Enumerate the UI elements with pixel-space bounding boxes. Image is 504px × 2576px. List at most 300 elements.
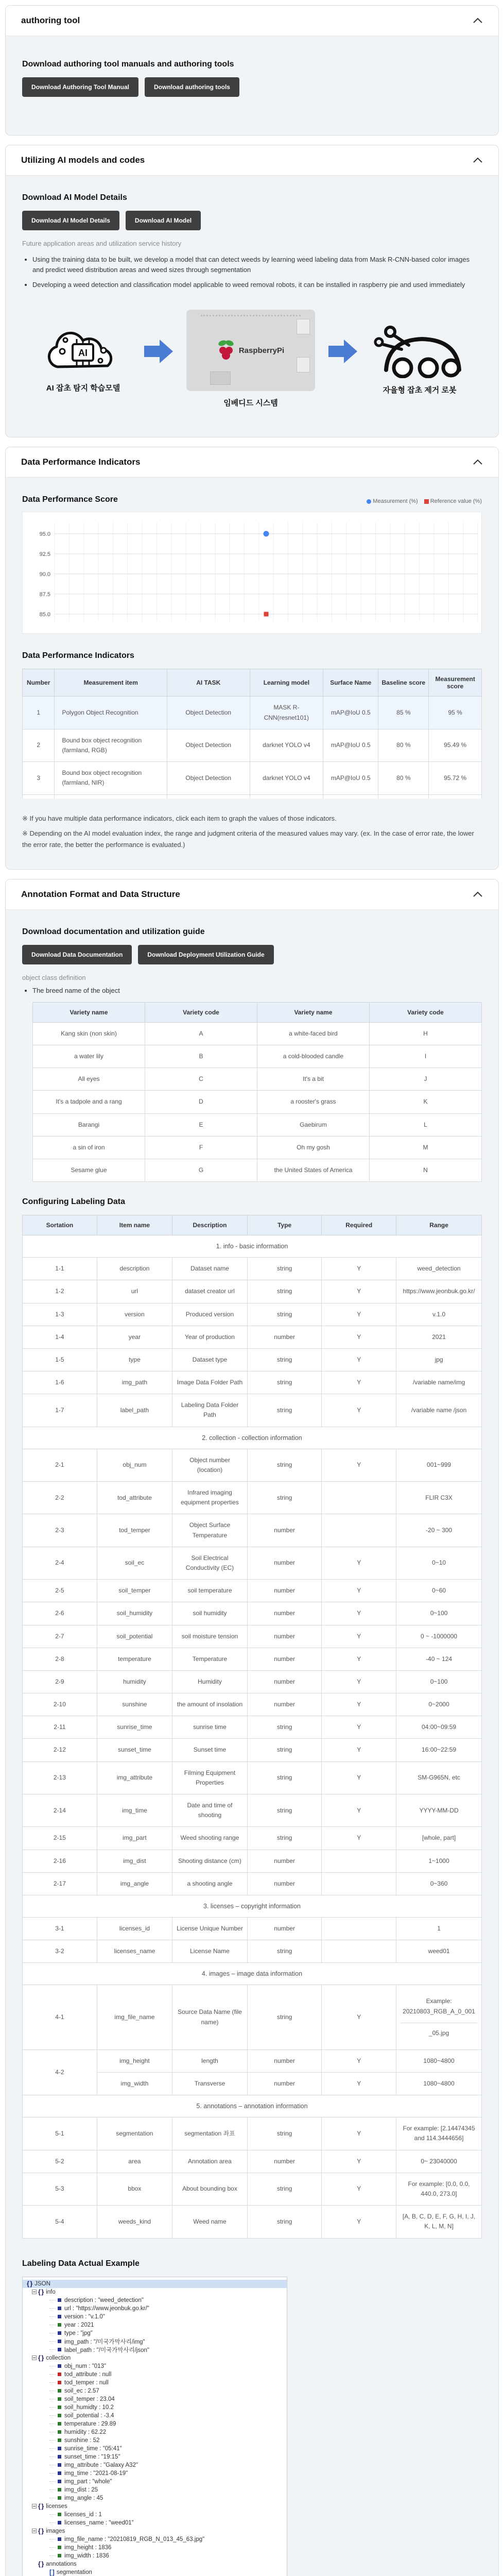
labeling-cell-required: Y	[322, 1670, 396, 1693]
ai-model-heading: Download AI Model Details	[22, 193, 127, 202]
indicators-column-header: AI TASK	[167, 669, 250, 697]
indicator-row[interactable]	[23, 729, 482, 761]
labeling-cell-sortation: 1-1	[23, 1258, 97, 1280]
variety-cell: D	[145, 1091, 257, 1113]
tree-leaf	[23, 2544, 287, 2552]
labeling-cell-desc: Object Surface Temperature	[172, 1514, 248, 1547]
variety-row	[33, 1022, 482, 1045]
labeling-group-label: 5. annotations – annotation information	[23, 2095, 482, 2117]
labeling-cell-sortation: 2-4	[23, 1547, 97, 1579]
tree-connector	[49, 2374, 56, 2375]
labeling-cell-sortation: 2-15	[23, 1827, 97, 1850]
accordion-header-performance[interactable]	[6, 447, 498, 478]
labeling-cell-type: string	[247, 1827, 321, 1850]
labeling-cell-required: Y	[322, 2150, 396, 2173]
labeling-cell-required: Y	[322, 1693, 396, 1716]
diagram-caption: 임베디드 시스템	[223, 399, 278, 408]
labeling-cell-item: sunrise_time	[97, 1716, 172, 1739]
indicators-column-header: Measurement item	[55, 669, 167, 697]
labeling-cell-type: string	[247, 2117, 321, 2150]
indicator-row[interactable]	[23, 762, 482, 794]
labeling-cell-item: img_dist	[97, 1850, 172, 1872]
download-data-documentation-button[interactable]: Download Data Documentation	[22, 945, 132, 964]
raspberry-pi-board	[186, 310, 315, 391]
collapse-icon[interactable]	[32, 2529, 37, 2533]
indicator-cell	[167, 794, 250, 799]
labeling-cell-item: description	[97, 1258, 172, 1280]
labeling-cell-desc: Labeling Data Folder Path	[172, 1394, 248, 1427]
variety-cell: a rooster's grass	[257, 1091, 370, 1113]
labeling-cell-type: number	[247, 1850, 321, 1872]
arrow-right-icon	[144, 340, 173, 363]
labeling-cell-required: Y	[322, 2206, 396, 2238]
indicator-cell: 80 %	[378, 729, 429, 761]
indicators-table-container[interactable]	[22, 669, 482, 799]
labeling-cell-required: Y	[322, 2049, 396, 2072]
labeling-cell-desc: Soil Electrical Conductivity (EC)	[172, 1547, 248, 1579]
labeling-cell-range: FLIR C3X	[396, 1482, 482, 1514]
labeling-column-header: Required	[322, 1215, 396, 1235]
tree-label: url : "https://www.jeonbuk.go.kr/"	[64, 2305, 149, 2312]
tree-leaf	[23, 2494, 287, 2502]
tree-label: licenses_id : 1	[64, 2511, 102, 2518]
labeling-cell-range: YYYY-MM-DD	[396, 1794, 482, 1827]
number-type-icon	[58, 2488, 61, 2492]
tree-node[interactable]	[23, 2288, 287, 2296]
labeling-group-row	[23, 2095, 482, 2117]
string-type-icon	[58, 2537, 61, 2541]
labeling-cell-required: Y	[322, 1827, 396, 1850]
legend-marker-square	[424, 499, 429, 504]
indicator-cell: mAP@IoU 0.5	[323, 729, 378, 761]
variety-cell: N	[370, 1159, 482, 1181]
tree-connector	[49, 2555, 56, 2556]
labeling-row	[23, 1917, 482, 1940]
tree-label: humidity : 62.22	[64, 2429, 107, 2435]
labeling-row	[23, 1850, 482, 1872]
diagram-embedded-system	[186, 310, 315, 408]
labeling-cell-sortation: 2-9	[23, 1670, 97, 1693]
labeling-cell-required: Y	[322, 1794, 396, 1827]
tree-leaf	[23, 2478, 287, 2486]
tree-leaf	[23, 2346, 287, 2354]
future-application-note: Future application areas and utilization service history	[22, 240, 182, 247]
tree-label: images	[46, 2528, 65, 2534]
labeling-cell-sortation: 5-2	[23, 2150, 97, 2173]
tree-label: sunshine : 52	[64, 2437, 100, 2444]
labeling-cell-item: sunshine	[97, 1693, 172, 1716]
tree-label: soil_temper : 23.04	[64, 2396, 115, 2402]
labeling-cell-required: Y	[322, 1348, 396, 1371]
labeling-cell-desc: Annotation area	[172, 2150, 248, 2173]
indicator-cell	[250, 794, 323, 799]
tree-node	[23, 2560, 287, 2568]
labeling-row	[23, 1794, 482, 1827]
number-type-icon	[58, 2496, 61, 2500]
labeling-row	[23, 2117, 482, 2150]
indicator-cell: darknet YOLO v4	[250, 729, 323, 761]
chevron-up-icon[interactable]	[473, 459, 483, 466]
labeling-cell-range: jpg	[396, 1348, 482, 1371]
labeling-cell-range: 001~999	[396, 1449, 482, 1481]
labeling-cell-desc: Sunset time	[172, 1739, 248, 1761]
diagram-caption: AI 잡초 탐지 학습모델	[46, 384, 120, 393]
labeling-cell-range: For example: [0.0, 0.0, 440.0, 273.0]	[396, 2173, 482, 2205]
tree-label: licenses	[46, 2503, 67, 2510]
labeling-row	[23, 1670, 482, 1693]
labeling-cell-required: Y	[322, 2117, 396, 2150]
labeling-cell-sortation: 2-1	[23, 1449, 97, 1481]
tree-label: soil_ec : 2.57	[64, 2387, 99, 2394]
variety-column-header: Variety name	[33, 1002, 145, 1022]
tree-label: segmentation	[56, 2569, 92, 2575]
diagram-ai-model	[36, 325, 131, 393]
labeling-cell-type: string	[247, 1280, 321, 1303]
tree-leaf	[23, 2445, 287, 2453]
labeling-cell-required	[322, 1872, 396, 1895]
variety-row	[33, 1159, 482, 1181]
labeling-cell-type: string	[247, 1258, 321, 1280]
labeling-cell-sortation: 4-1	[23, 1985, 97, 2050]
labeling-cell-range: 0~60	[396, 1580, 482, 1602]
accordion-header-annotation[interactable]	[6, 879, 498, 910]
indicator-cell	[23, 794, 55, 799]
labeling-column-header: Item name	[97, 1215, 172, 1235]
labeling-cell-sortation: 2-12	[23, 1739, 97, 1761]
string-type-icon	[58, 2364, 61, 2368]
labeling-cell-sortation: 2-8	[23, 1648, 97, 1670]
tree-label: type : "jpg"	[64, 2330, 93, 2336]
download-authoring-tools-button[interactable]: Download authoring tools	[145, 77, 239, 97]
labeling-cell-range: 0~ 23040000	[396, 2150, 482, 2173]
string-type-icon	[58, 2348, 61, 2351]
labeling-cell-range: weed_detection	[396, 1258, 482, 1280]
tree-label: version : "v.1.0"	[64, 2313, 105, 2320]
collapse-icon[interactable]	[32, 2504, 37, 2509]
labeling-cell-desc: soil temperature	[172, 1580, 248, 1602]
object-braces-icon: { }	[38, 2560, 44, 2568]
labeling-cell-desc: Transverse	[172, 2073, 248, 2095]
labeling-row	[23, 1602, 482, 1625]
tree-label: annotations	[46, 2561, 77, 2567]
tree-label: img_part : "whole"	[64, 2478, 112, 2485]
labeling-cell-desc: sunrise time	[172, 1716, 248, 1739]
tree-connector	[49, 2456, 56, 2457]
section-title: Data Performance Indicators	[21, 457, 141, 467]
number-type-icon	[58, 2397, 61, 2401]
tree-node[interactable]	[23, 2354, 287, 2362]
tree-leaf	[23, 2387, 287, 2395]
workflow-diagram	[22, 295, 482, 418]
variety-cell: K	[370, 1091, 482, 1113]
svg-text:95.0: 95.0	[39, 531, 50, 538]
tree-label: info	[46, 2289, 56, 2295]
labeling-cell-required	[322, 1850, 396, 1872]
diagram-weeding-robot	[371, 323, 468, 395]
labeling-row	[23, 1648, 482, 1670]
labeling-cell-item: tod_attribute	[97, 1482, 172, 1514]
variety-cell: a white-faced bird	[257, 1022, 370, 1045]
indicator-cell: mAP@IoU 0.5	[323, 697, 378, 729]
labeling-group-row	[23, 1427, 482, 1449]
labeling-cell-desc: Shooting distance (cm)	[172, 1850, 248, 1872]
indicator-row[interactable]	[23, 697, 482, 729]
labeling-row	[23, 2150, 482, 2173]
labeling-cell-desc: the amount of insolation	[172, 1693, 248, 1716]
tree-leaf	[23, 2469, 287, 2478]
labeling-cell-type: string	[247, 1371, 321, 1394]
labeling-cell-sortation: 1-5	[23, 1348, 97, 1371]
tree-leaf	[23, 2362, 287, 2370]
labeling-cell-sortation: 2-10	[23, 1693, 97, 1716]
tree-node[interactable]	[23, 2502, 287, 2511]
labeling-cell-item: weeds_kind	[97, 2206, 172, 2238]
labeling-cell-range: 04:00~09:59	[396, 1716, 482, 1739]
data-point-measurement	[264, 531, 269, 537]
variety-cell: a cold-blooded candle	[257, 1045, 370, 1068]
accordion-header-ai-models[interactable]	[6, 145, 498, 176]
labeling-cell-item: tod_temper	[97, 1514, 172, 1547]
labeling-cell-sortation: 1-7	[23, 1394, 97, 1427]
collapse-icon[interactable]	[32, 2355, 37, 2360]
labeling-cell-type: string	[247, 1348, 321, 1371]
bullet-item: • Using the training data to be built, we develop a model that can detect weeds by learning weed labeling data from Mask R-CNN-based color images and predict weed distribution areas and weed sizes through segmentation	[32, 255, 482, 275]
labeling-cell-type: string	[247, 1482, 321, 1514]
tree-label: soil_potential : -3.4	[64, 2412, 114, 2419]
authoring-tool-body	[6, 36, 498, 135]
indicator-cell: 95.72 %	[429, 762, 482, 794]
string-type-icon	[58, 2340, 61, 2343]
labeling-cell-desc: Humidity	[172, 1670, 248, 1693]
download-authoring-manual-button[interactable]: Download Authoring Tool Manual	[22, 77, 138, 97]
null-type-icon	[58, 2372, 61, 2376]
variety-cell: Kang skin (non skin)	[33, 1022, 145, 1045]
tree-leaf	[23, 2337, 287, 2346]
labeling-group-label: 3. licenses – copyright information	[23, 1895, 482, 1917]
chevron-up-icon[interactable]	[473, 17, 483, 24]
labeling-row	[23, 1280, 482, 1303]
card-annotation-format	[5, 879, 499, 2576]
tree-connector	[49, 2415, 56, 2416]
labeling-cell-desc: Year of production	[172, 1326, 248, 1348]
indicator-row[interactable]	[23, 794, 482, 799]
string-type-icon	[58, 2298, 61, 2302]
tree-label: img_time : "2021-08-19"	[64, 2470, 128, 2477]
string-type-icon	[58, 2521, 61, 2524]
legend-reference: Reference value (%)	[424, 498, 482, 504]
labeling-cell-range: 0~10	[396, 1547, 482, 1579]
svg-text:85.0: 85.0	[39, 612, 50, 618]
tree-leaf	[23, 2552, 287, 2560]
object-braces-icon: { }	[27, 2280, 32, 2287]
string-type-icon	[58, 2471, 61, 2475]
variety-cell: a water lily	[33, 1045, 145, 1068]
labeling-row	[23, 1827, 482, 1850]
section-title: Utilizing AI models and codes	[21, 155, 145, 165]
ai-models-body	[6, 176, 498, 437]
tree-leaf	[23, 2304, 287, 2313]
tree-connector	[49, 2440, 56, 2441]
variety-column-header: Variety code	[145, 1002, 257, 1022]
indicator-cell: Object Detection	[167, 697, 250, 729]
labeling-cell-type: number	[247, 1625, 321, 1648]
scatter-chart	[25, 515, 486, 628]
labeling-cell-sortation: 2-11	[23, 1716, 97, 1739]
labeling-row	[23, 1258, 482, 1280]
variety-cell: Oh my gosh	[257, 1136, 370, 1159]
labeling-cell-desc: License Unique Number	[172, 1917, 248, 1940]
labeling-cell-desc: Weed name	[172, 2206, 248, 2238]
string-type-icon	[58, 2331, 61, 2335]
download-ai-model-button[interactable]: Download AI Model	[126, 211, 201, 230]
tree-label: img_dist : 25	[64, 2486, 98, 2493]
chevron-up-icon[interactable]	[473, 157, 483, 164]
variety-cell: It's a tadpole and a rang	[33, 1091, 145, 1113]
labeling-cell-type: number	[247, 2049, 321, 2072]
tree-leaf	[23, 2436, 287, 2445]
indicator-cell: 95.49 %	[429, 729, 482, 761]
number-type-icon	[58, 2554, 61, 2557]
labeling-cell-type: number	[247, 1547, 321, 1579]
number-type-icon	[58, 2389, 61, 2393]
svg-text:AI: AI	[78, 348, 88, 359]
labeling-cell-desc: Dataset type	[172, 1348, 248, 1371]
labeling-cell-desc: Image Data Folder Path	[172, 1371, 248, 1394]
variety-cell: All eyes	[33, 1068, 145, 1091]
labeling-cell-item: segmentation	[97, 2117, 172, 2150]
number-type-icon	[58, 2438, 61, 2442]
labeling-cell-required: Y	[322, 1985, 396, 2050]
tree-label: soil_humidty : 10.2	[64, 2404, 114, 2411]
labeling-cell-sortation: 2-5	[23, 1580, 97, 1602]
tree-leaf	[23, 2296, 287, 2304]
variety-cell: F	[145, 1136, 257, 1159]
labeling-cell-required	[322, 1482, 396, 1514]
labeling-cell-range: /variable name /json	[396, 1394, 482, 1427]
labeling-row	[23, 1872, 482, 1895]
tree-label: img_attribute : "Galaxy A32"	[64, 2462, 138, 2468]
labeling-cell-item: sunset_time	[97, 1739, 172, 1761]
labeling-cell-required: Y	[322, 1303, 396, 1326]
labeling-cell-range: 0~100	[396, 1602, 482, 1625]
labeling-row	[23, 1940, 482, 1963]
download-ai-model-details-button[interactable]: Download AI Model Details	[22, 211, 119, 230]
labeling-cell-sortation: 1-6	[23, 1371, 97, 1394]
collapse-icon[interactable]	[32, 2290, 37, 2294]
labeling-cell-sortation: 2-3	[23, 1514, 97, 1547]
indicator-cell: Object Detection	[167, 762, 250, 794]
indicator-cell: darknet YOLO v4	[250, 762, 323, 794]
labeling-cell-type: number	[247, 2073, 321, 2095]
indicator-cell: 3	[23, 762, 55, 794]
labeling-cell-desc: Infrared imaging equipment properties	[172, 1482, 248, 1514]
variety-column-header: Variety name	[257, 1002, 370, 1022]
labeling-cell-sortation: 1-4	[23, 1326, 97, 1348]
tree-connector	[49, 2407, 56, 2408]
chevron-up-icon[interactable]	[473, 891, 483, 898]
variety-cell: C	[145, 1068, 257, 1091]
indicator-cell: Polygon Object Recognition	[55, 697, 167, 729]
annotation-body	[6, 910, 498, 2576]
tree-label: img_path : "/미국가막사리/img"	[64, 2338, 145, 2345]
accordion-header-authoring-tool[interactable]	[6, 6, 498, 36]
labeling-group-row	[23, 1895, 482, 1917]
tree-label: year : 2021	[64, 2321, 94, 2328]
labeling-cell-desc: Object number (location)	[172, 1449, 248, 1481]
labeling-cell-item: licenses_id	[97, 1917, 172, 1940]
indicator-cell	[429, 794, 482, 799]
labeling-cell-type: number	[247, 1602, 321, 1625]
tree-label: collection	[46, 2354, 71, 2361]
labeling-cell-item: url	[97, 1280, 172, 1303]
labeling-cell-type: number	[247, 1326, 321, 1348]
labeling-cell-sortation: 2-6	[23, 1602, 97, 1625]
labeling-cell-type: number	[247, 1872, 321, 1895]
tree-label: img_angle : 45	[64, 2495, 103, 2501]
tree-node[interactable]	[23, 2527, 287, 2535]
tree-connector	[49, 2382, 56, 2383]
labeling-row	[23, 1547, 482, 1579]
labeling-cell-sortation: 2-17	[23, 1872, 97, 1895]
tree-leaf	[23, 2535, 287, 2544]
variety-cell: E	[145, 1113, 257, 1136]
tree-connector	[49, 2481, 56, 2482]
labeling-cell-required	[322, 1514, 396, 1547]
object-braces-icon: { }	[38, 2527, 44, 2535]
tree-leaf	[23, 2403, 287, 2412]
labeling-cell-type: string	[247, 1761, 321, 1794]
string-type-icon	[58, 2463, 61, 2467]
variety-row	[33, 1068, 482, 1091]
labeling-group-label: 2. collection - collection information	[23, 1427, 482, 1449]
variety-cell: B	[145, 1045, 257, 1068]
labeling-cell-range: [A, B, C, D, E, F, G, H, I, J, K, L, M, N]	[396, 2206, 482, 2238]
labeling-cell-required: Y	[322, 1625, 396, 1648]
labeling-cell-item: bbox	[97, 2173, 172, 2205]
labeling-row	[23, 1716, 482, 1739]
range-example: Example: 20210803_RGB_A_0_001	[401, 1991, 477, 2023]
labeling-cell-type: string	[247, 1716, 321, 1739]
labeling-cell-range: /variable name/img	[396, 1371, 482, 1394]
indicator-cell: Bound box object recognition (farmland, RGB)	[55, 729, 167, 761]
labeling-row	[23, 1739, 482, 1761]
labeling-cell-range: For example: [2.14474345 and 114.3444656]	[396, 2117, 482, 2150]
tree-connector	[49, 2349, 56, 2350]
labeling-cell-item: temperature	[97, 1648, 172, 1670]
labeling-cell-range: 0~2000	[396, 1693, 482, 1716]
tree-connector	[49, 2308, 56, 2309]
labeling-cell-item: img_path	[97, 1371, 172, 1394]
labeling-row	[23, 1303, 482, 1326]
indicator-cell: MASK R-CNN(resnet101)	[250, 697, 323, 729]
labeling-cell-type: string	[247, 2206, 321, 2238]
svg-text:87.5: 87.5	[39, 591, 50, 598]
labeling-cell-range: SM-G965N, etc	[396, 1761, 482, 1794]
tree-label: sunset_time : "19:15"	[64, 2453, 120, 2460]
indicators-column-header: Number	[23, 669, 55, 697]
labeling-cell-sortation: 3-2	[23, 1940, 97, 1963]
download-deployment-guide-button[interactable]: Download Deployment Utilization Guide	[138, 945, 273, 964]
tree-label: tod_temper : null	[64, 2379, 109, 2386]
card-authoring-tool	[5, 5, 499, 135]
legend-measurement: Measurement (%)	[367, 498, 418, 504]
labeling-cell-item: soil_potential	[97, 1625, 172, 1648]
variety-cell: Gaebirum	[257, 1113, 370, 1136]
labeling-cell-item: img_part	[97, 1827, 172, 1850]
labeling-cell-desc: Filming Equipment Properties	[172, 1761, 248, 1794]
labeling-cell-range: 1080~4800	[396, 2073, 482, 2095]
tree-connector	[49, 2514, 56, 2515]
